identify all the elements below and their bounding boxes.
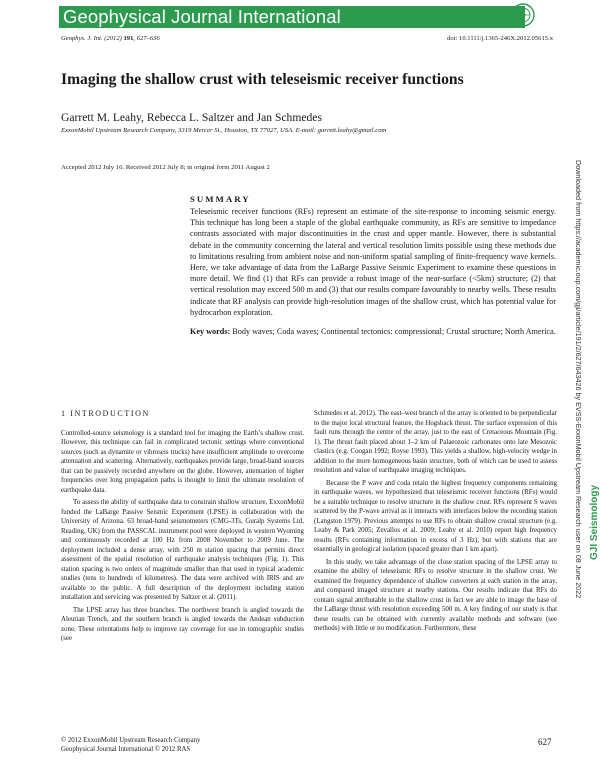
summary-body: Teleseismic receiver functions (RFs) represent an estimate of the site-response to incoming seismic energy. This technique has long been a staple of the global earthquake community, as RFs are sensitive to impedance contrasts associated with major discontinuities in the crust and upper mantle. However, there is substantial debate in the community concerning the lateral and vertical resolution limits possible using these methods due to limitations resulting from ambient noise and non-uniform spatial sampling of finite-frequency wave kernels. Here, we take advantage of data from the LaBarge Passive Seismic Experiment to examine these questions in more detail. We find (1) that RFs can provide a robust image of the near-surface (<5km) structure; (2) that vertical resolution may exceed 500 m and (3) that our results compare favourably to nearby wells. These results indicate that RF analysis can provide high-resolution images of the shallow crust, which has potential value for hydrocarbon exploration.	[190, 207, 556, 317]
journal-banner	[59, 6, 525, 28]
copyright-line: © 2012 ExxonMobil Upstream Research Company	[61, 737, 201, 744]
right-column	[314, 409, 557, 634]
author-list: Garrett M. Leahy, Rebecca L. Saltzer and Jan Schmedes	[61, 111, 322, 124]
copyright-line: Geophysical Journal International © 2012 RAS	[61, 746, 191, 753]
summary-section	[190, 194, 556, 337]
section-heading-introduction: 1 INTRODUCTION	[61, 409, 150, 418]
download-watermark: Downloaded from https://academic.oup.com/gji/article/191/2/627/643426 by EVSS-ExxonMobil Upstream Research user on 08 June 2022	[574, 160, 583, 599]
intro-paragraph: To assess the ability of earthquake data to constrain shallow structure, ExxonMobil funded the LaBarge Passive Seismic Experiment (LPSE) in collaboration with the University of Arizona. 63 broad-band seismometers (CMG-3Ts, Guralp Systems Ltd, Reading, UK) from the PASSCAL instrument pool were deployed in western Wyoming and continuously recorded at 100 Hz from 2008 November to 2009 June. The deployment included a dense array, with 250 m station spacing that permits direct assessment of the spatial resolution of earthquake analysis techniques (Fig. 1). This station spacing is two orders of magnitude smaller than that used in typical academic studies (tens to hundreds of kilometres). The data were archived with IRIS and are available to the public. A full description of the deployment including station installation and servicing was presented by Saltzer et al. (2011).	[61, 499, 304, 601]
journal-banner-title: Geophysical Journal International	[63, 6, 341, 27]
copyright-notice	[61, 736, 200, 754]
intro-paragraph: The LPSE array has three branches. The northwest branch is angled towards the Aleutian Trench, and the southern branch is angled towards the Andean subduction zone. These orientations help to improve ray coverage for use in tomographic studies (see	[61, 606, 304, 642]
journal-abbrev: Geophys. J. Int.	[61, 35, 103, 42]
intro-paragraph: In this study, we take advantage of the close station spacing of the LPSE array to examine the ability of teleseismic RFs to resolve structure in the shallow crust. We examined the frequency dependence of shallow converters at each station in the array, and compared imaged structure at nearby stations. Our results indicate that RFs do contain signal attributable to the shallow crust in fact we are able to image the base of the LaBarge thrust with resolution exceeding 500 m. A key finding of our study is that these results can be obtained with currently available methods and software (see methods) with little or no modification. Furthermore, these	[314, 558, 557, 632]
journal-year: (2012)	[104, 35, 122, 42]
section-side-label: GJI Seismology	[589, 484, 600, 560]
journal-emblem-icon	[510, 2, 536, 28]
publication-history: Accepted 2012 July 16. Received 2012 July 8; in original form 2011 August 2	[61, 164, 270, 171]
journal-pages: , 627–636	[133, 35, 160, 42]
summary-heading: SUMMARY	[190, 194, 251, 204]
keywords	[190, 326, 556, 337]
article-title: Imaging the shallow crust with teleseismic receiver functions	[61, 71, 464, 88]
intro-paragraph: Schmedes et al. 2012). The east–west branch of the array is oriented to be perpendicular to the major local structural feature, the Hogsback thrust. The surface expression of this fault runs through the centre of the array, just to the east of Cretaceous Mountain (Fig. 1). The thrust fault placed about 1–2 km of Palaeozoic carbonates onto late Mesozoic clastics (e.g. Coogan 1992; Royse 1993). This yields a shallow, high-velocity wedge in addition to the more homogeneous basin structure, both of which can be used to assess resolution and value of earthquake imaging techniques.	[314, 410, 557, 474]
journal-volume: 191	[123, 35, 134, 42]
intro-paragraph: Controlled-source seismology is a standard tool for imaging the Earth’s shallow crust. However, this technique can fail in complicated tectonic settings where conventional sources (such as dynamite or vibroseis trucks) have insufficient amplitude to overcome attenuation and scattering. Alternatively, earthquakes provide large, broad-band sources that can be passively recorded anywhere on the globe. However, attenuation of higher frequencies over long propagation paths is thought to limit the ultimate resolution of earthquake data.	[61, 429, 304, 494]
affiliation: ExxonMobil Upstream Research Company, 3319 Mercer St., Houston, TX 77027, USA. E-mail: garrett.leahy@gmail.com	[61, 127, 387, 134]
intro-paragraph: Because the P wave and coda retain the highest frequency components remaining in earthquake waves, we hypothesized that teleseismic receiver functions (RFs) would be a suitable technique to resolve structure in the shallow crust. RFs represent S waves scattered by the P-wave arrival as it interacts with interfaces below the recording station (Langston 1979). Previous attempts to use RFs to obtain shallow crustal structure (e.g. Leahy & Park 2005; Zevallos et al. 2009; Leahy et al. 2010) report high frequency results (RFs containing information in excess of 3 Hz), but with stations that are essentially in geological isolation (spaced greater than 1 km apart).	[314, 479, 557, 553]
left-column	[61, 409, 304, 644]
keywords-list: Body waves; Coda waves; Continental tectonics: compressional; Crustal structure; North America.	[230, 327, 556, 337]
keywords-label: Key words:	[190, 327, 231, 337]
doi-link[interactable]: doi: 10.1111/j.1365-246X.2012.05615.x	[447, 35, 553, 42]
page-number: 627	[538, 737, 552, 747]
journal-reference	[61, 35, 160, 42]
